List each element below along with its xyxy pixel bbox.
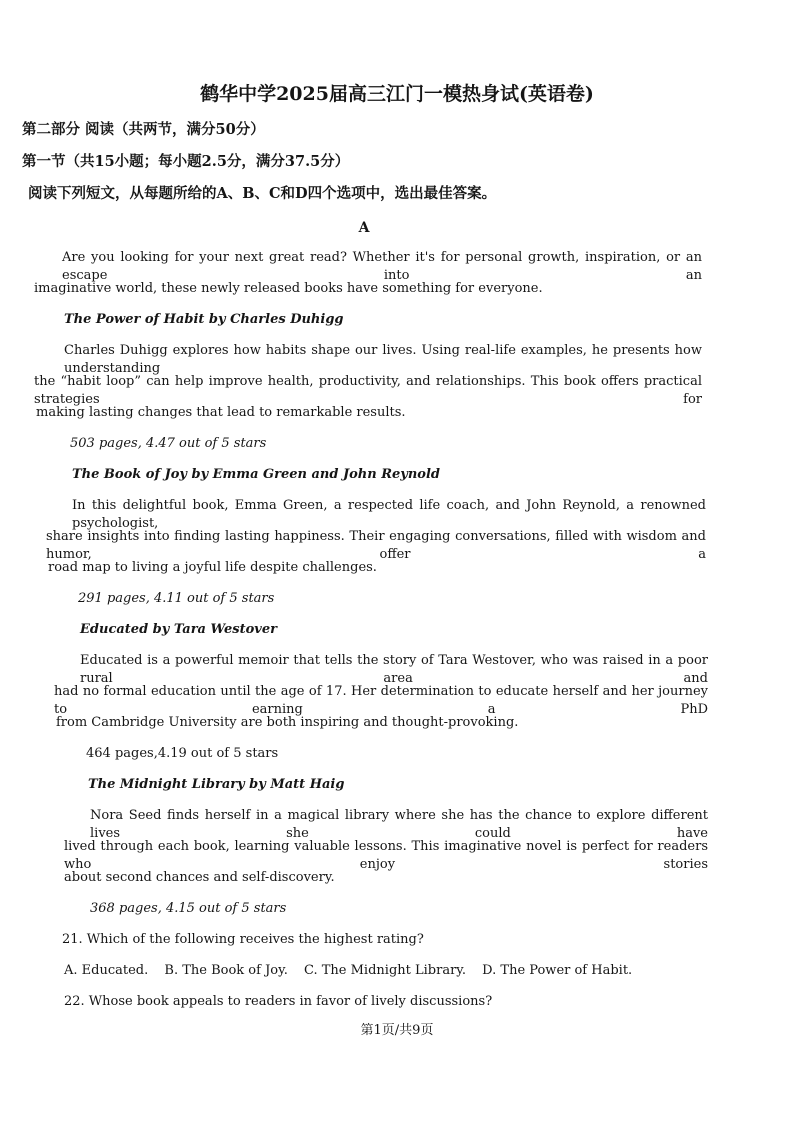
intro-line: Are you looking for your next great read? Whether it's for personal growth, inspiration, or an escape into an [62,250,702,283]
book-title: The Book of Joy by Emma Green and John Reynold [72,467,441,482]
book-description-line: In this delightful book, Emma Green, a respected life coach, and John Reynold, a renowned psychologist, [72,498,706,531]
question-text: 21. Which of the following receives the highest rating? [62,932,424,947]
book-description-line: Educated is a powerful memoir that tells the story of Tara Westover, who was raised in a poor rural area and [80,653,708,686]
passage-label: A [358,220,370,236]
book-description-line: had no formal education until the age of 17. Her determination to educate herself and her journey to earning a PhD [54,684,708,717]
intro-line: imaginative world, these newly released books have something for everyone. [34,281,543,296]
option-c: C. The Midnight Library. [304,963,467,978]
option-b: B. The Book of Joy. [164,963,288,978]
book-description-line: Nora Seed finds herself in a magical library where she has the chance to explore different lives she could have [90,808,708,841]
option-d: D. The Power of Habit. [482,963,633,978]
book-stats: 368 pages, 4.15 out of 5 stars [90,901,287,916]
book-description-line: lived through each book, learning valuable lessons. This imaginative novel is perfect for readers who enjoy stories [64,839,708,872]
book-stats: 291 pages, 4.11 out of 5 stars [78,591,275,606]
exam-title: 鹤华中学2025届高三江门一模热身试(英语卷) [200,83,594,105]
book-description-line: the “habit loop” can help improve health, productivity, and relationships. This book offers practical strategies for [34,374,702,407]
page-number: 第1页/共9页 [360,1023,434,1038]
book-stats: 503 pages, 4.47 out of 5 stars [70,436,267,451]
question-text: 22. Whose book appeals to readers in favor of lively discussions? [64,994,493,1009]
book-stats: 464 pages,4.19 out of 5 stars [86,746,279,761]
question-options [64,962,644,980]
book-description-line: from Cambridge University are both inspiring and thought-provoking. [56,715,519,730]
book-description-line: making lasting changes that lead to remarkable results. [36,405,406,420]
section-heading: 第一节（共15小题；每小题2.5分，满分37.5分） [22,153,350,170]
book-title: The Power of Habit by Charles Duhigg [64,312,344,327]
book-title: The Midnight Library by Matt Haig [88,777,345,792]
book-description-line: road map to living a joyful life despite challenges. [48,560,377,575]
book-title: Educated by Tara Westover [80,622,277,637]
book-description-line: share insights into finding lasting happiness. Their engaging conversations, filled with wisdom and humor, offer a [46,529,706,562]
option-a: A. Educated. [64,963,149,978]
book-description-line: Charles Duhigg explores how habits shape our lives. Using real-life examples, he presents how understanding [64,343,702,376]
part-heading: 第二部分 阅读（共两节，满分50分） [22,121,265,138]
book-description-line: about second chances and self-discovery. [64,870,335,885]
instruction-text: 阅读下列短文，从每题所给的A、B、C和D四个选项中，选出最佳答案。 [28,185,497,202]
